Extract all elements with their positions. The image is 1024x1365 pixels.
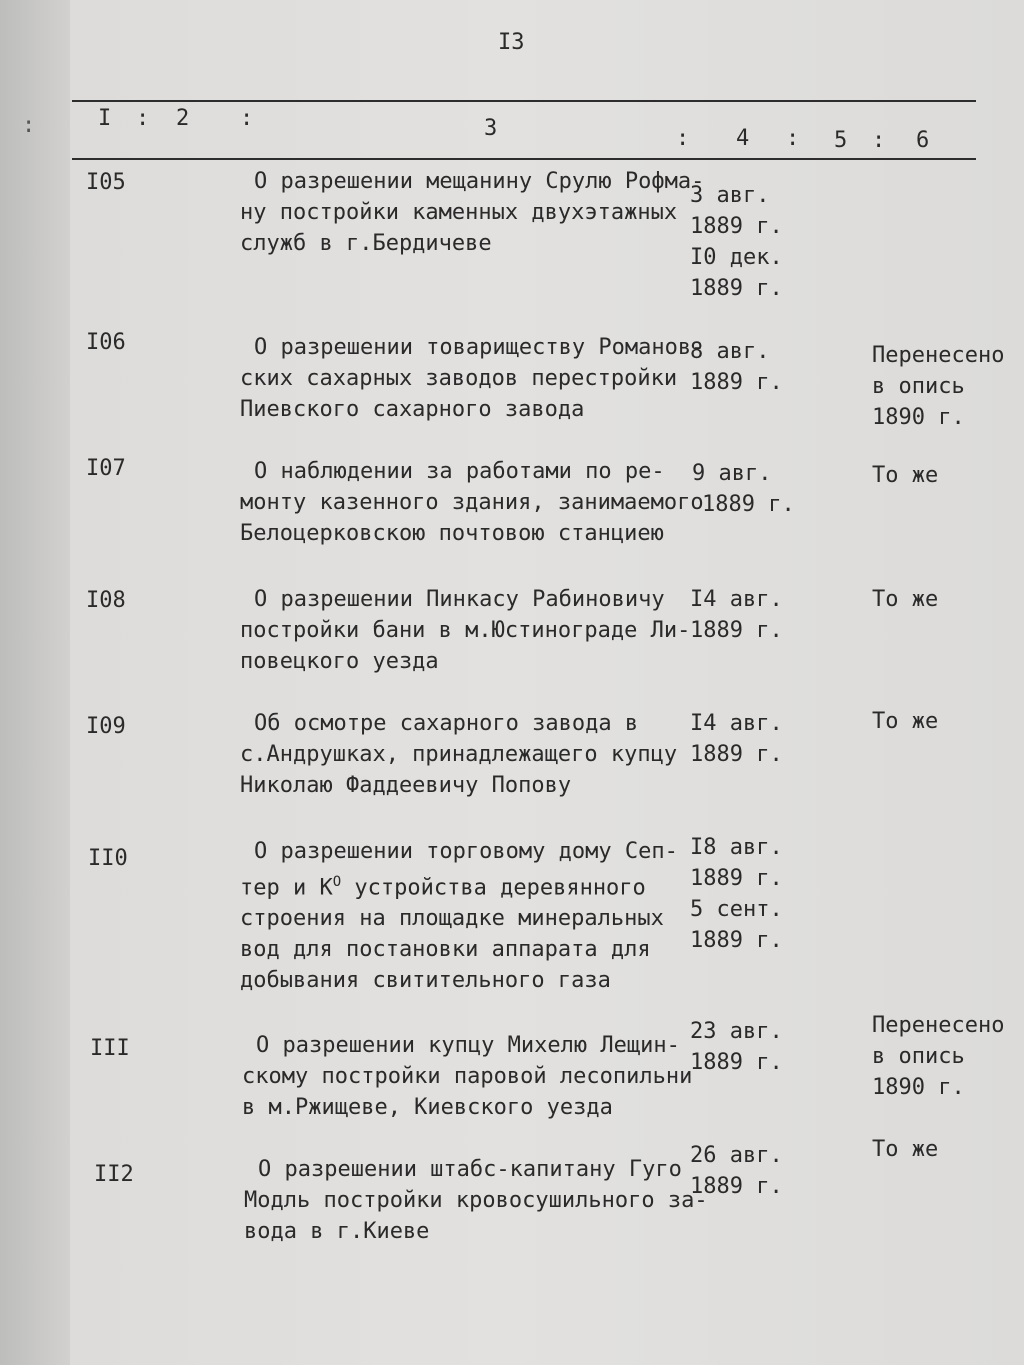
entry-description: О разрешении штабс-капитану Гуго Модль постройки кровосушильного за- вода в г.Киеве: [244, 1157, 708, 1244]
header-sep-5: :: [872, 128, 886, 153]
entry-dates: 9 авг. 1889 г.: [692, 461, 795, 517]
header-col-1: I: [98, 106, 112, 131]
entry-number: I05: [86, 170, 126, 195]
header-col-5: 5: [834, 128, 848, 153]
page-number: I3: [498, 30, 525, 55]
entry-number: I08: [86, 588, 126, 613]
header-col-6: 6: [916, 128, 930, 153]
table-header-bottom-rule: [72, 158, 976, 160]
entry-description: Об осмотре сахарного завода в с.Андрушках, принадлежащего купцу Николаю Фаддеевичу Попову: [240, 711, 678, 798]
entry-note: Перенесено в опись 1890 г.: [872, 1013, 1005, 1100]
entry-note: Перенесено в опись 1890 г.: [872, 343, 1005, 430]
header-sep-2: :: [240, 106, 254, 131]
entry-dates: I8 авг. 1889 г. 5 сент. 1889 г.: [690, 835, 783, 953]
entry-description: О наблюдении за работами по ре- монту казенного здания, занимаемого Белоцерковскою почтовою станциею: [240, 459, 704, 546]
header-col-2: 2: [176, 106, 190, 131]
entry-description: О разрешении купцу Михелю Лещин- скому постройки паровой лесопильни в м.Ржищеве, Киевского уезда: [242, 1033, 693, 1120]
page-spine-shadow: [0, 0, 70, 1365]
entry-note: То же: [872, 1137, 939, 1162]
entry-note: То же: [872, 709, 939, 734]
entry-number: I09: [86, 714, 126, 739]
header-sep-1: :: [136, 106, 150, 131]
table-header-top-rule: [72, 100, 976, 102]
header-col-4: 4: [736, 126, 750, 151]
entry-number: II2: [94, 1162, 134, 1187]
entry-dates: 8 авг. 1889 г.: [690, 339, 783, 395]
margin-colon: :: [22, 113, 36, 138]
entry-description: О разрешении товариществу Романов- ских сахарных заводов перестройки Пиевского сахарного завода: [240, 335, 705, 422]
entry-number: I06: [86, 330, 126, 355]
entry-dates: 3 авг. 1889 г. I0 дек. 1889 г.: [690, 183, 783, 301]
entry-dates: 23 авг. 1889 г.: [690, 1019, 783, 1075]
entry-dates: I4 авг. 1889 г.: [690, 587, 783, 643]
entry-dates: I4 авг. 1889 г.: [690, 711, 783, 767]
entry-description: О разрешении мещанину Срулю Рофма- ну постройки каменных двухэтажных служб в г.Бердичеве: [240, 169, 705, 256]
entry-description: О разрешении Пинкасу Рабиновичу постройки бани в м.Юстинограде Ли- повецкого уезда: [240, 587, 691, 674]
header-col-3: 3: [484, 116, 498, 141]
header-sep-4: :: [786, 126, 800, 151]
entry-dates: 26 авг. 1889 г.: [690, 1143, 783, 1199]
entry-number: III: [90, 1036, 130, 1061]
entry-number: I07: [86, 456, 126, 481]
entry-number: II0: [88, 846, 128, 871]
entry-note: То же: [872, 463, 939, 488]
entry-description: О разрешении торговому дому Сеп- тер и $К^О$ устройства деревянного строения на площадке минеральных вод для постановки аппарата для добывания свитительного газа: [240, 839, 678, 994]
header-sep-3: :: [676, 126, 690, 151]
entry-note: То же: [872, 587, 939, 612]
